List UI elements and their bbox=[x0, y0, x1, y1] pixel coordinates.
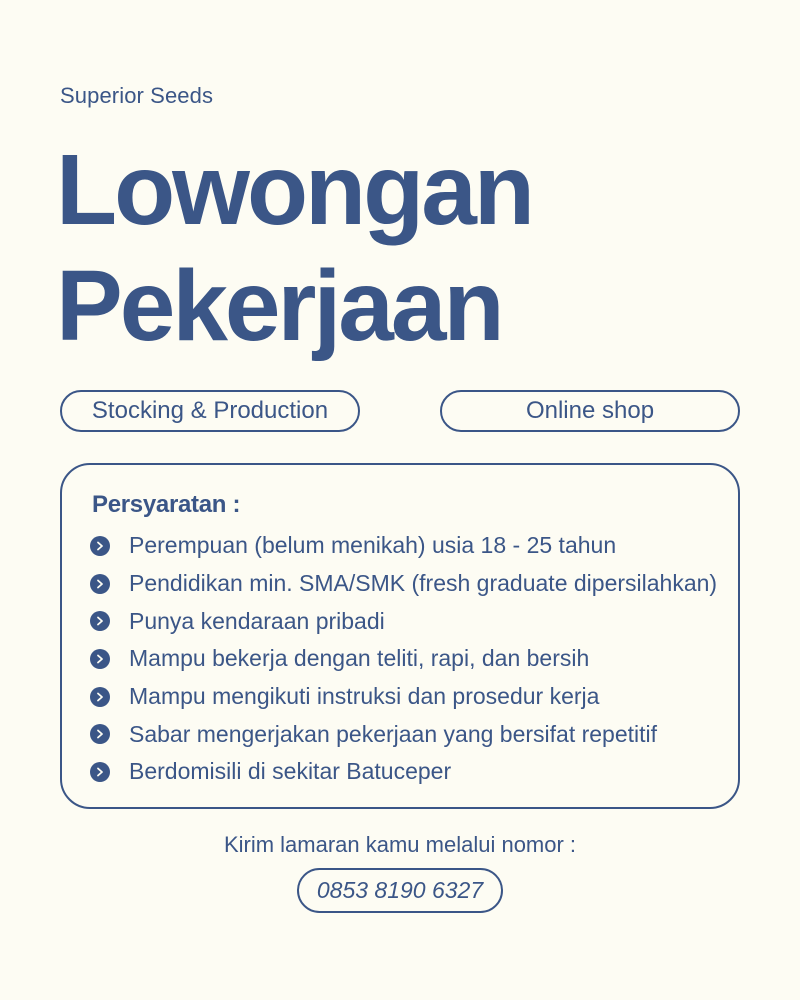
list-item bbox=[90, 527, 717, 565]
title-line-1: Lowongan bbox=[56, 134, 532, 246]
contact-label: Kirim lamaran kamu melalui nomor : bbox=[223, 832, 577, 857]
requirements-title: Persyaratan : bbox=[92, 491, 241, 518]
chevron-right-circle-icon bbox=[90, 574, 110, 594]
requirement-text: Sabar mengerjakan pekerjaan yang bersifat repetitif bbox=[129, 720, 658, 747]
list-item bbox=[90, 565, 717, 603]
requirement-text: Berdomisili di sekitar Batuceper bbox=[129, 758, 452, 785]
list-item bbox=[90, 715, 717, 753]
chevron-right-circle-icon bbox=[90, 611, 110, 631]
chevron-right-circle-icon bbox=[90, 724, 110, 744]
list-item bbox=[90, 678, 717, 716]
chevron-right-circle-icon bbox=[90, 536, 110, 556]
requirement-text: Punya kendaraan pribadi bbox=[129, 607, 385, 634]
brand-name: Superior Seeds bbox=[60, 83, 214, 108]
list-item bbox=[90, 602, 717, 640]
position-badge-stocking: Stocking & Production bbox=[60, 390, 360, 432]
requirements-list bbox=[90, 527, 717, 791]
chevron-right-circle-icon bbox=[90, 762, 110, 782]
list-item bbox=[90, 753, 717, 791]
chevron-right-circle-icon bbox=[90, 649, 110, 669]
requirement-text: Perempuan (belum menikah) usia 18 - 25 tahun bbox=[129, 532, 617, 559]
phone-number[interactable]: 0853 8190 6327 bbox=[297, 868, 503, 913]
requirement-text: Pendidikan min. SMA/SMK (fresh graduate dipersilahkan) bbox=[129, 570, 718, 597]
requirements-panel bbox=[60, 463, 740, 809]
position-badge-online-shop: Online shop bbox=[440, 390, 740, 432]
page-title bbox=[56, 132, 532, 364]
chevron-right-circle-icon bbox=[90, 687, 110, 707]
title-line-2: Pekerjaan bbox=[56, 250, 502, 362]
list-item bbox=[90, 640, 717, 678]
requirement-text: Mampu mengikuti instruksi dan prosedur kerja bbox=[129, 683, 600, 710]
requirement-text: Mampu bekerja dengan teliti, rapi, dan bersih bbox=[129, 645, 590, 672]
